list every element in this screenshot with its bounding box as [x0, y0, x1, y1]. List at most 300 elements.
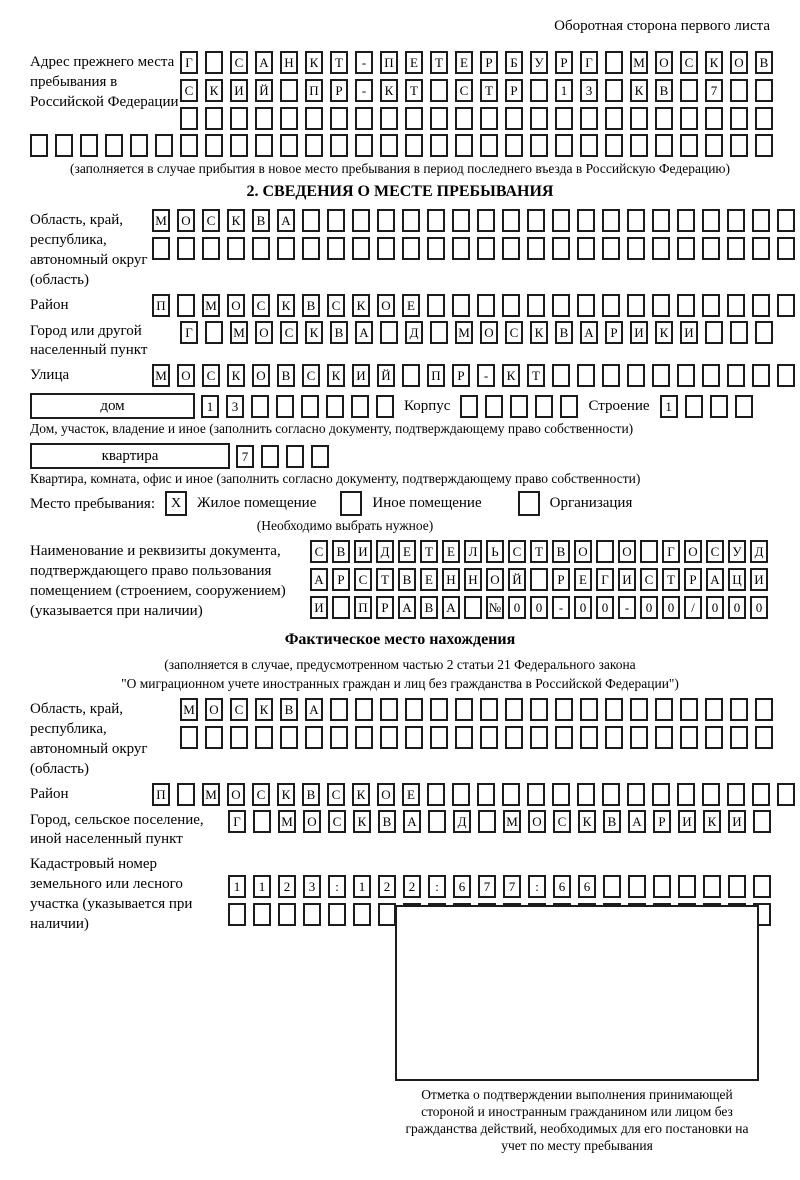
char-cell[interactable]: В: [252, 209, 270, 232]
char-cell[interactable]: [130, 134, 148, 157]
char-cell[interactable]: 2: [378, 875, 396, 898]
char-cell[interactable]: Г: [580, 51, 598, 74]
char-cell[interactable]: [677, 364, 695, 387]
char-cell[interactable]: [405, 107, 423, 130]
char-cell[interactable]: 0: [530, 596, 548, 619]
char-cell[interactable]: П: [152, 783, 170, 806]
char-cell[interactable]: Е: [402, 783, 420, 806]
char-cell[interactable]: [680, 79, 698, 102]
char-cell[interactable]: Д: [750, 540, 768, 563]
char-cell[interactable]: [380, 698, 398, 721]
char-cell[interactable]: /: [684, 596, 702, 619]
char-cell[interactable]: [752, 783, 770, 806]
char-cell[interactable]: [205, 134, 223, 157]
char-cell[interactable]: Г: [228, 810, 246, 833]
char-cell[interactable]: [455, 134, 473, 157]
char-cell[interactable]: [555, 698, 573, 721]
char-cell[interactable]: В: [280, 698, 298, 721]
char-cell[interactable]: С: [230, 698, 248, 721]
char-cell[interactable]: [30, 134, 48, 157]
char-cell[interactable]: [627, 364, 645, 387]
char-cell[interactable]: И: [310, 596, 328, 619]
char-cell[interactable]: Й: [377, 364, 395, 387]
char-cell[interactable]: 7: [503, 875, 521, 898]
char-cell[interactable]: К: [353, 810, 371, 833]
char-cell[interactable]: [505, 107, 523, 130]
char-cell[interactable]: [405, 134, 423, 157]
char-cell[interactable]: К: [305, 51, 323, 74]
char-cell[interactable]: Р: [555, 51, 573, 74]
char-cell[interactable]: И: [352, 364, 370, 387]
char-cell[interactable]: [455, 107, 473, 130]
char-cell[interactable]: [552, 294, 570, 317]
char-cell[interactable]: [80, 134, 98, 157]
char-cell[interactable]: В: [552, 540, 570, 563]
char-cell[interactable]: [527, 237, 545, 260]
char-cell[interactable]: [605, 134, 623, 157]
char-cell[interactable]: А: [255, 51, 273, 74]
char-cell[interactable]: [376, 395, 394, 418]
char-cell[interactable]: А: [580, 321, 598, 344]
char-cell[interactable]: [777, 294, 795, 317]
char-cell[interactable]: Е: [398, 540, 416, 563]
char-cell[interactable]: [652, 294, 670, 317]
char-cell[interactable]: И: [728, 810, 746, 833]
char-cell[interactable]: [351, 395, 369, 418]
char-cell[interactable]: Е: [442, 540, 460, 563]
char-cell[interactable]: С: [640, 568, 658, 591]
char-cell[interactable]: Р: [452, 364, 470, 387]
char-cell[interactable]: [485, 395, 503, 418]
char-cell[interactable]: У: [530, 51, 548, 74]
char-cell[interactable]: М: [230, 321, 248, 344]
char-cell[interactable]: Л: [464, 540, 482, 563]
char-cell[interactable]: [552, 237, 570, 260]
char-cell[interactable]: С: [302, 364, 320, 387]
char-cell[interactable]: [580, 134, 598, 157]
char-cell[interactable]: [730, 321, 748, 344]
char-cell[interactable]: [710, 395, 728, 418]
char-cell[interactable]: [777, 364, 795, 387]
char-cell[interactable]: [253, 903, 271, 926]
char-cell[interactable]: 0: [596, 596, 614, 619]
char-cell[interactable]: [430, 321, 448, 344]
char-cell[interactable]: [577, 783, 595, 806]
char-cell[interactable]: [330, 134, 348, 157]
char-cell[interactable]: А: [706, 568, 724, 591]
char-cell[interactable]: [205, 107, 223, 130]
char-cell[interactable]: 7: [478, 875, 496, 898]
char-cell[interactable]: Т: [530, 540, 548, 563]
char-cell[interactable]: 1: [228, 875, 246, 898]
char-cell[interactable]: [505, 134, 523, 157]
zhiloe-checkbox[interactable]: X: [165, 491, 187, 516]
char-cell[interactable]: Ь: [486, 540, 504, 563]
char-cell[interactable]: О: [730, 51, 748, 74]
char-cell[interactable]: С: [328, 810, 346, 833]
char-cell[interactable]: №: [486, 596, 504, 619]
char-cell[interactable]: [452, 294, 470, 317]
char-cell[interactable]: [502, 783, 520, 806]
char-cell[interactable]: [655, 726, 673, 749]
char-cell[interactable]: :: [528, 875, 546, 898]
char-cell[interactable]: [180, 107, 198, 130]
char-cell[interactable]: О: [227, 294, 245, 317]
char-cell[interactable]: [702, 783, 720, 806]
char-cell[interactable]: [276, 395, 294, 418]
char-cell[interactable]: С: [455, 79, 473, 102]
char-cell[interactable]: [753, 875, 771, 898]
char-cell[interactable]: В: [332, 540, 350, 563]
char-cell[interactable]: [602, 783, 620, 806]
char-cell[interactable]: [305, 134, 323, 157]
char-cell[interactable]: О: [303, 810, 321, 833]
char-cell[interactable]: [480, 134, 498, 157]
kvartira-type-box[interactable]: квартира: [30, 443, 230, 469]
char-cell[interactable]: С: [505, 321, 523, 344]
char-cell[interactable]: [727, 209, 745, 232]
char-cell[interactable]: [380, 134, 398, 157]
char-cell[interactable]: [727, 237, 745, 260]
char-cell[interactable]: [380, 107, 398, 130]
char-cell[interactable]: [777, 237, 795, 260]
char-cell[interactable]: [552, 364, 570, 387]
char-cell[interactable]: [380, 321, 398, 344]
char-cell[interactable]: [677, 783, 695, 806]
char-cell[interactable]: Н: [280, 51, 298, 74]
char-cell[interactable]: -: [618, 596, 636, 619]
char-cell[interactable]: [702, 294, 720, 317]
char-cell[interactable]: [702, 364, 720, 387]
char-cell[interactable]: В: [420, 596, 438, 619]
char-cell[interactable]: [332, 596, 350, 619]
char-cell[interactable]: Т: [330, 51, 348, 74]
char-cell[interactable]: К: [352, 783, 370, 806]
char-cell[interactable]: [280, 134, 298, 157]
char-cell[interactable]: [652, 237, 670, 260]
char-cell[interactable]: К: [255, 698, 273, 721]
char-cell[interactable]: [430, 698, 448, 721]
char-cell[interactable]: Т: [662, 568, 680, 591]
char-cell[interactable]: [577, 364, 595, 387]
char-cell[interactable]: О: [377, 294, 395, 317]
char-cell[interactable]: [430, 107, 448, 130]
char-cell[interactable]: [577, 209, 595, 232]
char-cell[interactable]: С: [354, 568, 372, 591]
char-cell[interactable]: [205, 321, 223, 344]
char-cell[interactable]: [702, 237, 720, 260]
char-cell[interactable]: [402, 364, 420, 387]
char-cell[interactable]: [730, 698, 748, 721]
char-cell[interactable]: [430, 134, 448, 157]
char-cell[interactable]: Д: [405, 321, 423, 344]
char-cell[interactable]: О: [486, 568, 504, 591]
char-cell[interactable]: [755, 698, 773, 721]
char-cell[interactable]: Д: [376, 540, 394, 563]
char-cell[interactable]: [630, 698, 648, 721]
char-cell[interactable]: [480, 726, 498, 749]
char-cell[interactable]: [685, 395, 703, 418]
char-cell[interactable]: 0: [662, 596, 680, 619]
char-cell[interactable]: [253, 810, 271, 833]
char-cell[interactable]: [530, 568, 548, 591]
char-cell[interactable]: [505, 698, 523, 721]
char-cell[interactable]: 6: [578, 875, 596, 898]
char-cell[interactable]: С: [680, 51, 698, 74]
char-cell[interactable]: М: [202, 783, 220, 806]
char-cell[interactable]: [555, 107, 573, 130]
char-cell[interactable]: [278, 903, 296, 926]
char-cell[interactable]: Т: [420, 540, 438, 563]
char-cell[interactable]: [603, 875, 621, 898]
char-cell[interactable]: Т: [405, 79, 423, 102]
char-cell[interactable]: И: [680, 321, 698, 344]
char-cell[interactable]: К: [578, 810, 596, 833]
char-cell[interactable]: -: [355, 51, 373, 74]
char-cell[interactable]: [602, 294, 620, 317]
char-cell[interactable]: [580, 698, 598, 721]
char-cell[interactable]: С: [202, 364, 220, 387]
char-cell[interactable]: К: [630, 79, 648, 102]
char-cell[interactable]: [680, 134, 698, 157]
char-cell[interactable]: И: [750, 568, 768, 591]
char-cell[interactable]: 1: [201, 395, 219, 418]
char-cell[interactable]: [327, 237, 345, 260]
char-cell[interactable]: [330, 107, 348, 130]
char-cell[interactable]: [302, 237, 320, 260]
char-cell[interactable]: В: [603, 810, 621, 833]
char-cell[interactable]: В: [277, 364, 295, 387]
char-cell[interactable]: С: [508, 540, 526, 563]
char-cell[interactable]: Р: [480, 51, 498, 74]
char-cell[interactable]: Р: [684, 568, 702, 591]
char-cell[interactable]: -: [477, 364, 495, 387]
char-cell[interactable]: [452, 783, 470, 806]
char-cell[interactable]: А: [310, 568, 328, 591]
char-cell[interactable]: П: [305, 79, 323, 102]
char-cell[interactable]: К: [705, 51, 723, 74]
char-cell[interactable]: :: [328, 875, 346, 898]
char-cell[interactable]: Т: [527, 364, 545, 387]
char-cell[interactable]: [577, 237, 595, 260]
char-cell[interactable]: В: [655, 79, 673, 102]
char-cell[interactable]: [180, 726, 198, 749]
char-cell[interactable]: Ц: [728, 568, 746, 591]
char-cell[interactable]: 0: [750, 596, 768, 619]
char-cell[interactable]: В: [330, 321, 348, 344]
char-cell[interactable]: [705, 726, 723, 749]
char-cell[interactable]: 3: [226, 395, 244, 418]
char-cell[interactable]: К: [205, 79, 223, 102]
char-cell[interactable]: [602, 209, 620, 232]
char-cell[interactable]: И: [630, 321, 648, 344]
char-cell[interactable]: [477, 783, 495, 806]
char-cell[interactable]: П: [354, 596, 372, 619]
char-cell[interactable]: [653, 875, 671, 898]
char-cell[interactable]: К: [277, 294, 295, 317]
char-cell[interactable]: [555, 134, 573, 157]
char-cell[interactable]: [652, 364, 670, 387]
char-cell[interactable]: [177, 294, 195, 317]
char-cell[interactable]: М: [180, 698, 198, 721]
char-cell[interactable]: [627, 209, 645, 232]
char-cell[interactable]: [477, 237, 495, 260]
char-cell[interactable]: [402, 209, 420, 232]
char-cell[interactable]: [605, 51, 623, 74]
char-cell[interactable]: [530, 107, 548, 130]
char-cell[interactable]: [303, 903, 321, 926]
char-cell[interactable]: Р: [552, 568, 570, 591]
char-cell[interactable]: [230, 134, 248, 157]
char-cell[interactable]: [255, 107, 273, 130]
char-cell[interactable]: С: [230, 51, 248, 74]
char-cell[interactable]: [605, 79, 623, 102]
char-cell[interactable]: К: [352, 294, 370, 317]
char-cell[interactable]: [352, 209, 370, 232]
char-cell[interactable]: С: [310, 540, 328, 563]
char-cell[interactable]: М: [152, 209, 170, 232]
char-cell[interactable]: [280, 107, 298, 130]
char-cell[interactable]: [353, 903, 371, 926]
char-cell[interactable]: А: [628, 810, 646, 833]
char-cell[interactable]: [777, 209, 795, 232]
char-cell[interactable]: [502, 237, 520, 260]
char-cell[interactable]: [705, 107, 723, 130]
char-cell[interactable]: [405, 698, 423, 721]
char-cell[interactable]: [251, 395, 269, 418]
char-cell[interactable]: -: [552, 596, 570, 619]
char-cell[interactable]: У: [728, 540, 746, 563]
char-cell[interactable]: [640, 540, 658, 563]
char-cell[interactable]: [728, 875, 746, 898]
char-cell[interactable]: Р: [376, 596, 394, 619]
char-cell[interactable]: С: [706, 540, 724, 563]
char-cell[interactable]: :: [428, 875, 446, 898]
char-cell[interactable]: [755, 134, 773, 157]
char-cell[interactable]: 0: [640, 596, 658, 619]
char-cell[interactable]: [677, 294, 695, 317]
char-cell[interactable]: [305, 107, 323, 130]
char-cell[interactable]: [752, 209, 770, 232]
char-cell[interactable]: [752, 237, 770, 260]
char-cell[interactable]: А: [277, 209, 295, 232]
char-cell[interactable]: 7: [705, 79, 723, 102]
char-cell[interactable]: [655, 107, 673, 130]
char-cell[interactable]: 1: [555, 79, 573, 102]
char-cell[interactable]: [205, 726, 223, 749]
char-cell[interactable]: [628, 875, 646, 898]
char-cell[interactable]: Г: [596, 568, 614, 591]
char-cell[interactable]: [505, 726, 523, 749]
char-cell[interactable]: 6: [553, 875, 571, 898]
char-cell[interactable]: [755, 321, 773, 344]
char-cell[interactable]: [680, 107, 698, 130]
char-cell[interactable]: А: [442, 596, 460, 619]
char-cell[interactable]: О: [655, 51, 673, 74]
char-cell[interactable]: [377, 237, 395, 260]
char-cell[interactable]: О: [618, 540, 636, 563]
char-cell[interactable]: [527, 294, 545, 317]
char-cell[interactable]: К: [277, 783, 295, 806]
char-cell[interactable]: [177, 237, 195, 260]
char-cell[interactable]: [580, 726, 598, 749]
char-cell[interactable]: [502, 209, 520, 232]
char-cell[interactable]: [730, 134, 748, 157]
char-cell[interactable]: [230, 726, 248, 749]
char-cell[interactable]: [430, 726, 448, 749]
char-cell[interactable]: [330, 698, 348, 721]
char-cell[interactable]: Р: [332, 568, 350, 591]
char-cell[interactable]: [255, 726, 273, 749]
char-cell[interactable]: [705, 321, 723, 344]
char-cell[interactable]: Г: [180, 51, 198, 74]
char-cell[interactable]: К: [227, 209, 245, 232]
char-cell[interactable]: [530, 79, 548, 102]
char-cell[interactable]: Р: [653, 810, 671, 833]
char-cell[interactable]: К: [327, 364, 345, 387]
char-cell[interactable]: [430, 79, 448, 102]
char-cell[interactable]: [752, 364, 770, 387]
char-cell[interactable]: О: [574, 540, 592, 563]
char-cell[interactable]: К: [655, 321, 673, 344]
char-cell[interactable]: С: [553, 810, 571, 833]
char-cell[interactable]: [727, 783, 745, 806]
char-cell[interactable]: А: [355, 321, 373, 344]
char-cell[interactable]: 1: [253, 875, 271, 898]
char-cell[interactable]: 0: [706, 596, 724, 619]
char-cell[interactable]: [530, 134, 548, 157]
char-cell[interactable]: [560, 395, 578, 418]
char-cell[interactable]: О: [177, 364, 195, 387]
char-cell[interactable]: В: [302, 294, 320, 317]
char-cell[interactable]: Т: [430, 51, 448, 74]
char-cell[interactable]: И: [618, 568, 636, 591]
char-cell[interactable]: [277, 237, 295, 260]
char-cell[interactable]: [605, 107, 623, 130]
char-cell[interactable]: [630, 107, 648, 130]
char-cell[interactable]: [552, 209, 570, 232]
char-cell[interactable]: [480, 698, 498, 721]
char-cell[interactable]: О: [177, 209, 195, 232]
char-cell[interactable]: С: [252, 294, 270, 317]
char-cell[interactable]: [280, 726, 298, 749]
char-cell[interactable]: [380, 726, 398, 749]
char-cell[interactable]: К: [502, 364, 520, 387]
char-cell[interactable]: [311, 445, 329, 468]
char-cell[interactable]: [152, 237, 170, 260]
char-cell[interactable]: М: [152, 364, 170, 387]
char-cell[interactable]: 6: [453, 875, 471, 898]
char-cell[interactable]: [477, 294, 495, 317]
char-cell[interactable]: [730, 726, 748, 749]
char-cell[interactable]: Е: [402, 294, 420, 317]
char-cell[interactable]: [677, 237, 695, 260]
char-cell[interactable]: [627, 237, 645, 260]
char-cell[interactable]: И: [230, 79, 248, 102]
char-cell[interactable]: С: [327, 294, 345, 317]
char-cell[interactable]: -: [355, 79, 373, 102]
char-cell[interactable]: [328, 903, 346, 926]
char-cell[interactable]: [455, 726, 473, 749]
char-cell[interactable]: [455, 698, 473, 721]
char-cell[interactable]: [230, 107, 248, 130]
char-cell[interactable]: [680, 726, 698, 749]
char-cell[interactable]: 7: [236, 445, 254, 468]
char-cell[interactable]: К: [530, 321, 548, 344]
char-cell[interactable]: [655, 134, 673, 157]
char-cell[interactable]: [705, 698, 723, 721]
char-cell[interactable]: [155, 134, 173, 157]
